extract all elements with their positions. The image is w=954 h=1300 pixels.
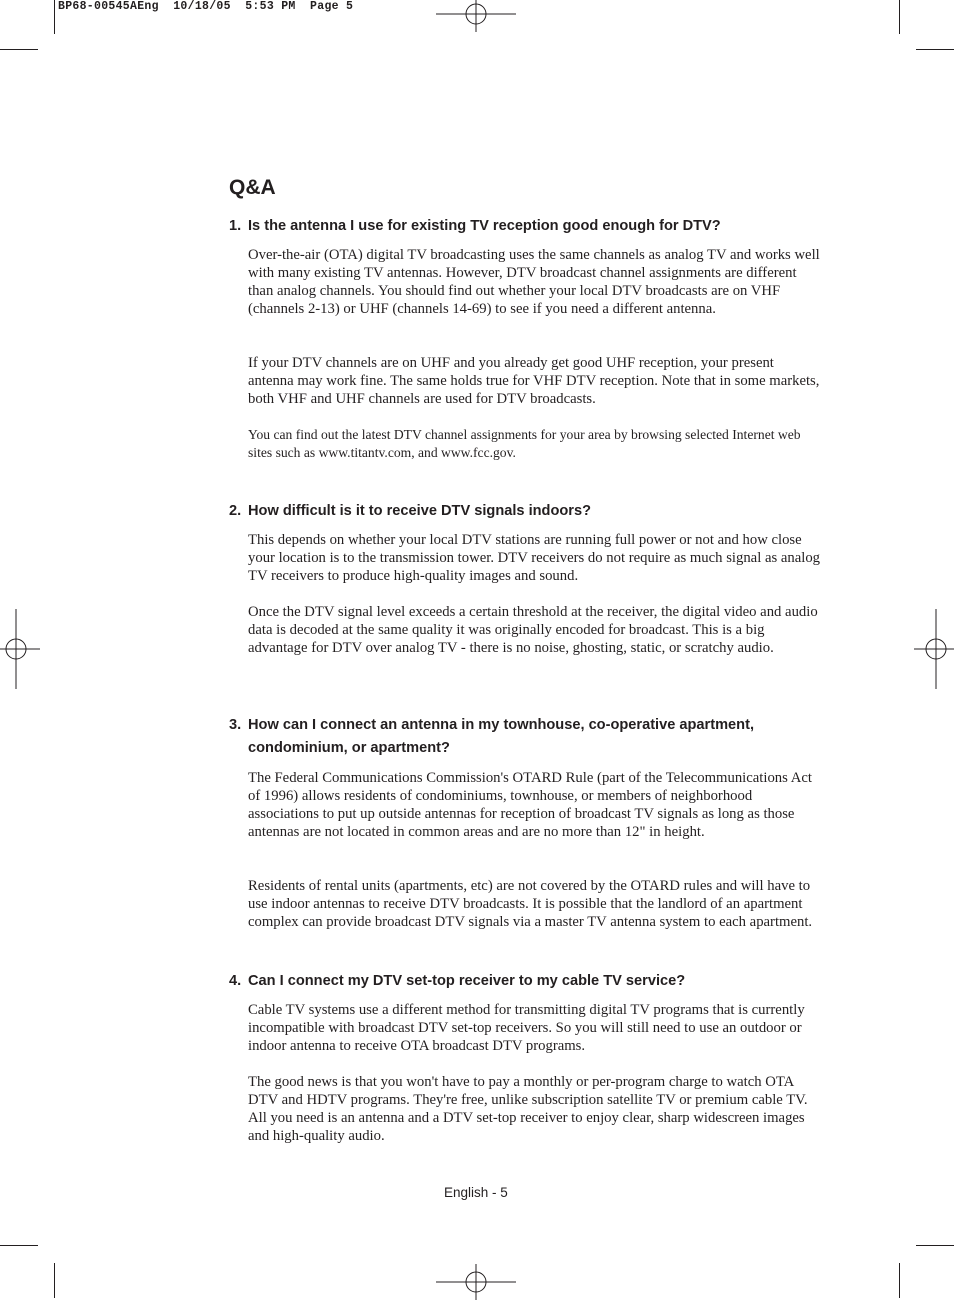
crop-mark (899, 1263, 900, 1298)
question-heading (229, 215, 829, 238)
answer-paragraph: Once the DTV signal level exceeds a certain threshold at the receiver, the digital video and audio data is decoded at the same quality it was originally encoded for broadcast. This is a big advantage for DTV over analog TV - there is no noise, ghosting, static, or scratchy audio. (248, 604, 818, 656)
question-heading (229, 714, 829, 760)
crop-mark (54, 1263, 55, 1298)
question-number: 4. (229, 973, 242, 989)
answer-paragraph: You can find out the latest DTV channel assignments for your area by browsing selected Internet web sites such as www.titantv.com, and www.fcc.gov. (248, 427, 801, 460)
question-heading (229, 500, 829, 523)
crop-mark (0, 1245, 38, 1246)
page-title: Q&A (229, 176, 276, 199)
registration-mark-icon (0, 609, 40, 689)
answer-paragraph: Over-the-air (OTA) digital TV broadcasting uses the same channels as analog TV and works well with many existing TV antennas. However, DTV broadcast channel assignments are different than analog channels. You should find out whether your local DTV broadcasts are on VHF (channels 2-13) or UHF (channels 14-69) to see if you need a different antenna. (248, 247, 820, 317)
answer-paragraph: If your DTV channels are on UHF and you already get good UHF reception, your present antenna may work fine. The same holds true for VHF DTV reception. Note that in some markets, both VHF and UHF channels are used for DTV broadcasts. (248, 355, 820, 407)
question-number: 1. (229, 218, 242, 234)
crop-mark (0, 49, 38, 50)
registration-mark-icon (436, 1264, 516, 1300)
crop-mark (916, 49, 954, 50)
question-text: How difficult is it to receive DTV signals indoors? (248, 503, 592, 519)
answer-paragraph: This depends on whether your local DTV stations are running full power or not and how close your location is to the transmission tower. DTV receivers do not require as much signal as analog TV receivers to produce high-quality images and sound. (248, 532, 821, 584)
question-number: 2. (229, 503, 242, 519)
crop-mark (54, 0, 55, 34)
question-text: How can I connect an antenna in my townhouse, co-operative apartment, condominium, or apartment? (248, 717, 755, 756)
answer-paragraph: The Federal Communications Commission's OTARD Rule (part of the Telecommunications Act of 1996) allows residents of condominiums, townhouse, or members of neighborhood associations to put up outside antennas for reception of broadcast TV signals as long as those antennas are not located in common areas and are no more than 12" in height. (248, 770, 812, 840)
question-number: 3. (229, 717, 242, 733)
answer-paragraph: The good news is that you won't have to pay a monthly or per-program charge to watch OTA DTV and HDTV programs. They're free, unlike subscription satellite TV or premium cable TV. All you need is an antenna and a DTV set-top receiver to enjoy clear, sharp widescreen images and high-quality audio. (248, 1074, 808, 1144)
question-heading (229, 970, 829, 993)
registration-mark-icon (914, 609, 954, 689)
question-text: Is the antenna I use for existing TV reception good enough for DTV? (248, 218, 721, 234)
crop-mark (916, 1245, 954, 1246)
question-text: Can I connect my DTV set-top receiver to my cable TV service? (248, 973, 686, 989)
print-slug: BP68-00545AEng 10/18/05 5:53 PM Page 5 (58, 0, 354, 13)
registration-mark-icon (436, 0, 516, 32)
crop-mark (899, 0, 900, 34)
answer-paragraph: Cable TV systems use a different method for transmitting digital TV programs that is currently incompatible with broadcast DTV set-top receivers. So you will still need to use an outdoor or indoor antenna to receive OTA broadcast DTV programs. (248, 1002, 805, 1054)
answer-paragraph: Residents of rental units (apartments, etc) are not covered by the OTARD rules and will have to use indoor antennas to receive DTV broadcasts. It is possible that the landlord of an apartment complex can provide broadcast DTV signals via a master TV antenna system to each apartment. (248, 878, 813, 930)
page-footer: English - 5 (444, 1185, 508, 1200)
